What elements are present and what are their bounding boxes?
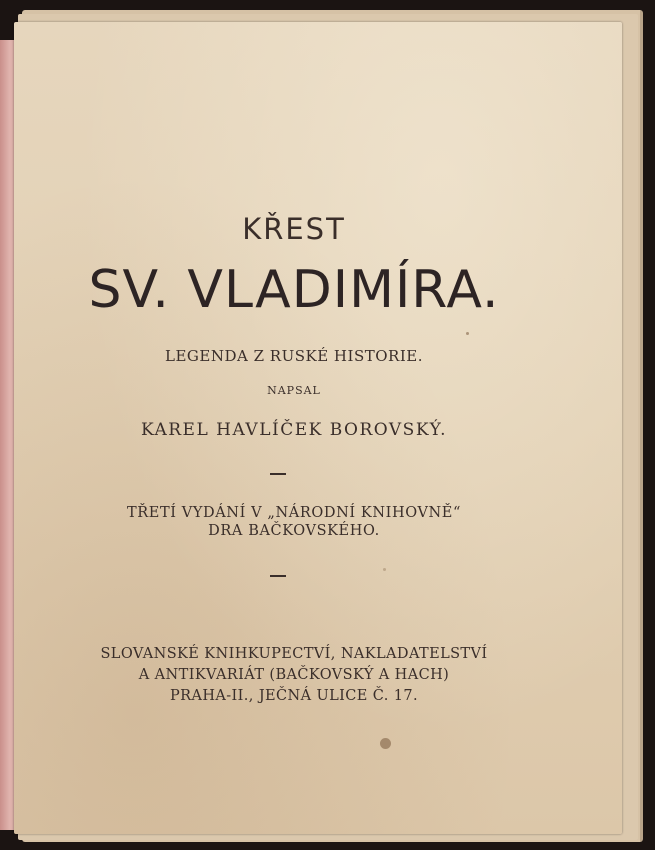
title-page — [14, 22, 622, 834]
publisher-line-3: PRAHA-II., JEČNÁ ULICE Č. 17. — [169, 688, 419, 704]
byline-label: NAPSAL — [267, 384, 321, 397]
divider-rule-1 — [270, 473, 286, 475]
subtitle: LEGENDA Z RUSKÉ HISTORIE. — [165, 347, 423, 365]
paper-speck — [466, 332, 469, 335]
title-line-2: SV. VLADIMÍRA. — [88, 260, 500, 320]
publisher-line-2: A ANTIKVARIÁT (BAČKOVSKÝ A HACH) — [138, 667, 450, 683]
title-line-1: KŘEST — [242, 212, 346, 246]
author-name: KAREL HAVLÍČEK BOROVSKÝ. — [140, 420, 448, 440]
divider-rule-2 — [270, 575, 286, 577]
edition-line-2: DRA BAČKOVSKÉHO. — [208, 523, 380, 539]
publisher-line-1: SLOVANSKÉ KNIHKUPECTVÍ, NAKLADATELSTVÍ — [100, 646, 488, 662]
edition-line-1: TŘETÍ VYDÁNÍ V „NÁRODNÍ KNIHOVNĚ“ — [126, 505, 462, 521]
paper-stain — [380, 738, 391, 749]
paper-speck-2 — [383, 568, 386, 571]
